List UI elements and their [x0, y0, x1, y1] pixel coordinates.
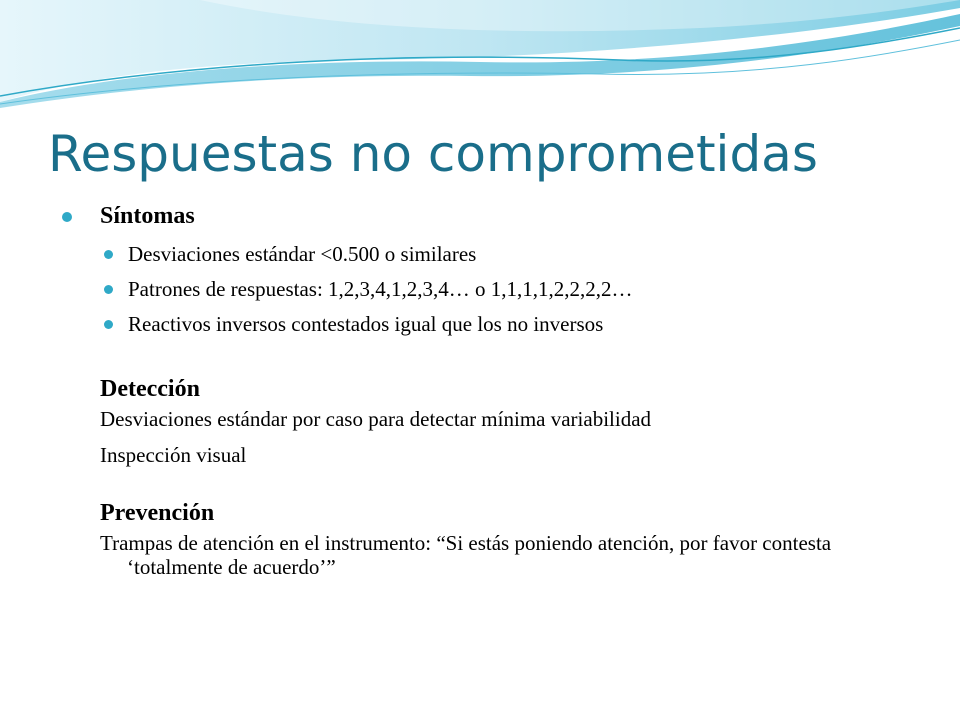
detection-section	[60, 373, 920, 467]
prevention-heading: Prevención	[100, 500, 215, 526]
detection-paragraph: Desviaciones estándar por caso para detectar mínima variabilidad	[100, 407, 652, 431]
slide-title: Respuestas no comprometidas	[48, 125, 818, 183]
prevention-paragraph: Trampas de atención en el instrumento: “Si estás poniendo atención, por favor contesta ‘totalmente de acuerdo’”	[100, 531, 832, 579]
symptoms-list	[60, 240, 920, 339]
detection-paragraph: Inspección visual	[100, 443, 247, 467]
slide-body	[60, 200, 920, 579]
header-wave-decoration	[0, 0, 960, 120]
detection-heading: Detección	[100, 376, 200, 402]
symptoms-heading: Síntomas	[60, 200, 920, 232]
symptom-item: Reactivos inversos contestados igual que los no inversos	[60, 310, 920, 339]
symptom-item: Patrones de respuestas: 1,2,3,4,1,2,3,4… o 1,1,1,1,2,2,2,2…	[60, 275, 920, 304]
symptom-item: Desviaciones estándar <0.500 o similares	[60, 240, 920, 269]
prevention-section	[60, 497, 920, 579]
